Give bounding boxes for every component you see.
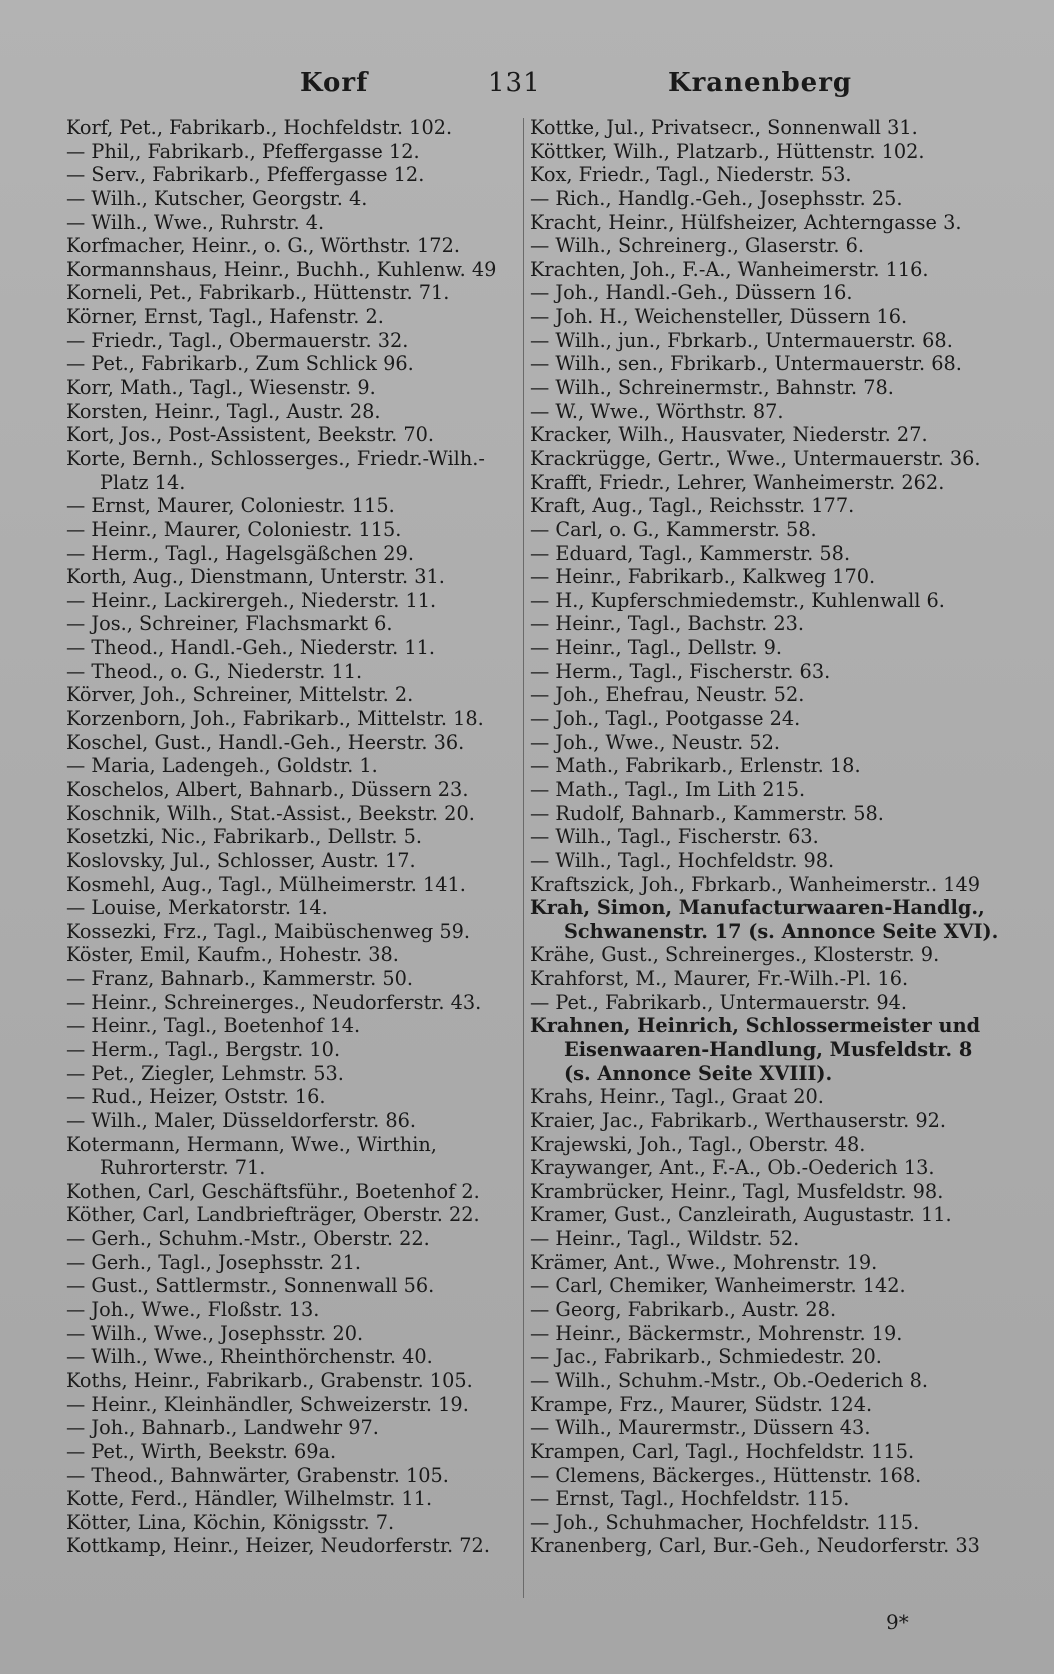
directory-entry: Koslovsky, Jul., Schlosser, Austr. 17.	[66, 848, 416, 872]
directory-entry: Krackrügge, Gertr., Wwe., Untermauerstr. 36.	[530, 446, 981, 470]
directory-entry: — Wilh., Kutscher, Georgstr. 4.	[66, 186, 368, 210]
directory-entry: Korr, Math., Tagl., Wiesenstr. 9.	[66, 376, 376, 400]
directory-entry: — Phil,, Fabrikarb., Pfeffergasse 12.	[66, 139, 420, 163]
directory-entry: Schwanenstr. 17 (s. Annonce Seite XVI).	[564, 919, 998, 943]
directory-entry: — Rudolf, Bahnarb., Kammerstr. 58.	[530, 801, 884, 825]
directory-entry: Korsten, Heinr., Tagl., Austr. 28.	[66, 399, 381, 423]
directory-entry: Kotte, Ferd., Händler, Wilhelmstr. 11.	[66, 1487, 433, 1511]
directory-entry: Kotermann, Hermann, Wwe., Wirthin,	[66, 1132, 437, 1156]
directory-entry: Krämer, Ant., Wwe., Mohrenstr. 19.	[530, 1250, 878, 1274]
directory-entry: Kraywanger, Ant., F.-A., Ob.-Oederich 13.	[530, 1156, 935, 1180]
directory-entry: Kramer, Gust., Canzleirath, Augustastr. 11.	[530, 1203, 952, 1227]
directory-entry: — Ernst, Tagl., Hochfeldstr. 115.	[530, 1487, 850, 1511]
directory-entry: — Serv., Fabrikarb., Pfeffergasse 12.	[66, 163, 425, 187]
directory-entry: — Heinr., Tagl., Bachstr. 23.	[530, 612, 805, 636]
directory-entry: Kosetzki, Nic., Fabrikarb., Dellstr. 5.	[66, 825, 423, 849]
directory-entry: — Maria, Ladengeh., Goldstr. 1.	[66, 754, 378, 778]
directory-entry: Körver, Joh., Schreiner, Mittelstr. 2.	[66, 683, 414, 707]
directory-entry: — Franz, Bahnarb., Kammerstr. 50.	[66, 967, 414, 991]
directory-entry: — Wilh., Maler, Düsseldorferstr. 86.	[66, 1108, 417, 1132]
directory-entry: Kranenberg, Carl, Bur.-Geh., Neudorferstr. 33	[530, 1534, 980, 1558]
directory-entry: Krambrücker, Heinr., Tagl, Musfeldstr. 98.	[530, 1179, 944, 1203]
directory-entry: — Heinr., Maurer, Coloniestr. 115.	[66, 517, 402, 541]
directory-entry: Eisenwaaren-Handlung, Musfeldstr. 8	[564, 1037, 973, 1061]
directory-entry: Kort, Jos., Post-Assistent, Beekstr. 70.	[66, 423, 434, 447]
directory-entry: Krahforst, M., Maurer, Fr.-Wilh.-Pl. 16.	[530, 967, 909, 991]
left-column	[66, 116, 534, 1558]
directory-entry: Köster, Emil, Kaufm., Hohestr. 38.	[66, 943, 399, 967]
directory-entry: — Heinr., Fabrikarb., Kalkweg 170.	[530, 565, 876, 589]
directory-entry: — Heinr., Tagl., Dellstr. 9.	[530, 636, 783, 660]
directory-entry: — Gerh., Tagl., Josephsstr. 21.	[66, 1250, 361, 1274]
directory-entry: — Gerh., Schuhm.-Mstr., Oberstr. 22.	[66, 1227, 430, 1251]
directory-entry: — Wilh., jun., Fbrkarb., Untermauerstr. 68.	[530, 328, 953, 352]
directory-entry: — Wilh., Tagl., Fischerstr. 63.	[530, 825, 819, 849]
directory-entry: — Wilh., sen., Fbrikarb., Untermauerstr. 68.	[530, 352, 962, 376]
directory-entry: — Carl, o. G., Kammerstr. 58.	[530, 517, 817, 541]
directory-entry: Kormannshaus, Heinr., Buchh., Kuhlenw. 49	[66, 257, 497, 281]
directory-entry: Körner, Ernst, Tagl., Hafenstr. 2.	[66, 305, 384, 329]
directory-entry: — Pet., Fabrikarb., Untermauerstr. 94.	[530, 990, 908, 1014]
directory-entry: Krafft, Friedr., Lehrer, Wanheimerstr. 262.	[530, 470, 945, 494]
directory-entry: — Heinr., Tagl., Wildstr. 52.	[530, 1227, 800, 1251]
directory-entry: Kraier, Jac., Fabrikarb., Werthauserstr. 92.	[530, 1108, 947, 1132]
directory-entry: — Joh., Wwe., Neustr. 52.	[530, 730, 781, 754]
directory-entry: Kottkamp, Heinr., Heizer, Neudorferstr. 72.	[66, 1534, 490, 1558]
directory-entry: Kraftszick, Joh., Fbrkarb., Wanheimerstr.. 149	[530, 872, 981, 896]
directory-entry: — Wilh., Schreinermstr., Bahnstr. 78.	[530, 376, 894, 400]
directory-entry: — Pet., Fabrikarb., Zum Schlick 96.	[66, 352, 414, 376]
directory-entry: Platz 14.	[100, 470, 186, 494]
directory-entry: — Joh. H., Weichensteller, Düssern 16.	[530, 305, 908, 329]
directory-entry: — Herm., Tagl., Bergstr. 10.	[66, 1037, 341, 1061]
directory-entry: — Herm., Tagl., Fischerstr. 63.	[530, 659, 831, 683]
directory-entry: — Heinr., Schreinerges., Neudorferstr. 43.	[66, 990, 482, 1014]
directory-entry: — Wilh., Tagl., Hochfeldstr. 98.	[530, 848, 835, 872]
directory-entry: Kosmehl, Aug., Tagl., Mülheimerstr. 141.	[66, 872, 466, 896]
directory-entry: — Heinr., Tagl., Boetenhof 14.	[66, 1014, 361, 1038]
directory-entry: Korzenborn, Joh., Fabrikarb., Mittelstr. 18.	[66, 707, 484, 731]
directory-entry: — Joh., Handl.-Geh., Düssern 16.	[530, 281, 853, 305]
directory-entry: Krampe, Frz., Maurer, Südstr. 124.	[530, 1392, 873, 1416]
directory-entry: — Georg, Fabrikarb., Austr. 28.	[530, 1298, 837, 1322]
directory-entry: Kothen, Carl, Geschäftsführ., Boetenhof 2.	[66, 1179, 480, 1203]
directory-entry: Köther, Carl, Landbriefträger, Oberstr. 22.	[66, 1203, 480, 1227]
directory-entry: — Louise, Merkatorstr. 14.	[66, 896, 328, 920]
directory-entry: — Wilh., Wwe., Josephsstr. 20.	[66, 1321, 364, 1345]
directory-entry: Koschel, Gust., Handl.-Geh., Heerstr. 36.	[66, 730, 465, 754]
directory-entry: — Pet., Ziegler, Lehmstr. 53.	[66, 1061, 344, 1085]
directory-entry: — Clemens, Bäckerges., Hüttenstr. 168.	[530, 1463, 922, 1487]
directory-entry: Kracker, Wilh., Hausvater, Niederstr. 27.	[530, 423, 928, 447]
directory-entry: — Jac., Fabrikarb., Schmiedestr. 20.	[530, 1345, 882, 1369]
directory-entry: — Math., Tagl., Im Lith 215.	[530, 777, 806, 801]
directory-entry: Krähe, Gust., Schreinerges., Klosterstr. 9.	[530, 943, 940, 967]
directory-entry: Korte, Bernh., Schlosserges., Friedr.-Wilh.-	[66, 446, 485, 470]
directory-entry: — Heinr., Lackirergeh., Niederstr. 11.	[66, 588, 437, 612]
right-column	[530, 116, 998, 1558]
page-header	[0, 60, 1054, 110]
directory-entry: — Heinr., Kleinhändler, Schweizerstr. 19.	[66, 1392, 469, 1416]
directory-entry: Krampen, Carl, Tagl., Hochfeldstr. 115.	[530, 1439, 915, 1463]
directory-entry: — Joh., Wwe., Floßstr. 13.	[66, 1298, 320, 1322]
directory-entry: — Theod., o. G., Niederstr. 11.	[66, 659, 363, 683]
directory-entry: — Wilh., Schreinerg., Glaserstr. 6.	[530, 234, 865, 258]
directory-entry: Kox, Friedr., Tagl., Niederstr. 53.	[530, 163, 852, 187]
directory-entry: Kottke, Jul., Privatsecr., Sonnenwall 31.	[530, 116, 918, 139]
directory-entry: — Wilh., Wwe., Ruhrstr. 4.	[66, 210, 325, 234]
directory-entry: Krah, Simon, Manufacturwaaren-Handlg.,	[530, 896, 985, 920]
directory-entry: Koschnik, Wilh., Stat.-Assist., Beekstr. 20.	[66, 801, 475, 825]
directory-entry: Koths, Heinr., Fabrikarb., Grabenstr. 105.	[66, 1368, 473, 1392]
directory-entry: — H., Kupferschmiedemstr., Kuhlenwall 6.	[530, 588, 945, 612]
directory-entry: — Theod., Bahnwärter, Grabenstr. 105.	[66, 1463, 449, 1487]
directory-entry: — Theod., Handl.-Geh., Niederstr. 11.	[66, 636, 436, 660]
directory-entry: Kossezki, Frz., Tagl., Maibüschenweg 59.	[66, 919, 471, 943]
page-number: 131	[488, 68, 541, 98]
directory-entry: — Joh., Ehefrau, Neustr. 52.	[530, 683, 805, 707]
signature-mark: 9*	[886, 1610, 909, 1634]
header-right-keyword: Kranenberg	[668, 68, 853, 98]
directory-entry: — Carl, Chemiker, Wanheimerstr. 142.	[530, 1274, 906, 1298]
directory-entry: Korneli, Pet., Fabrikarb., Hüttenstr. 71.	[66, 281, 450, 305]
directory-entry: Krahnen, Heinrich, Schlossermeister und	[530, 1014, 981, 1038]
directory-entry: — Pet., Wirth, Beekstr. 69a.	[66, 1439, 337, 1463]
directory-entry: Kracht, Heinr., Hülfsheizer, Achterngasse 3.	[530, 210, 962, 234]
directory-entry: — Wilh., Maurermstr., Düssern 43.	[530, 1416, 871, 1440]
directory-entry: (s. Annonce Seite XVIII).	[564, 1061, 833, 1085]
directory-entry: Koschelos, Albert, Bahnarb., Düssern 23.	[66, 777, 469, 801]
directory-entry: — Friedr., Tagl., Obermauerstr. 32.	[66, 328, 409, 352]
directory-entry: Kötter, Lina, Köchin, Königsstr. 7.	[66, 1510, 395, 1534]
directory-entry: — W., Wwe., Wörthstr. 87.	[530, 399, 784, 423]
directory-entry: — Heinr., Bäckermstr., Mohrenstr. 19.	[530, 1321, 903, 1345]
header-left-keyword: Korf	[300, 68, 369, 98]
directory-entry: — Joh., Tagl., Pootgasse 24.	[530, 707, 801, 731]
directory-entry: — Gust., Sattlermstr., Sonnenwall 56.	[66, 1274, 435, 1298]
directory-entry: Kraft, Aug., Tagl., Reichsstr. 177.	[530, 494, 855, 518]
directory-entry: — Herm., Tagl., Hagelsgäßchen 29.	[66, 541, 414, 565]
directory-entry: Köttker, Wilh., Platzarb., Hüttenstr. 102.	[530, 139, 925, 163]
directory-entry: — Jos., Schreiner, Flachsmarkt 6.	[66, 612, 393, 636]
directory-entry: Krachten, Joh., F.-A., Wanheimerstr. 116.	[530, 257, 929, 281]
directory-entry: — Math., Fabrikarb., Erlenstr. 18.	[530, 754, 861, 778]
directory-entry: — Ernst, Maurer, Coloniestr. 115.	[66, 494, 395, 518]
directory-entry: Korfmacher, Heinr., o. G., Wörthstr. 172.	[66, 234, 460, 258]
directory-entry: — Rud., Heizer, Oststr. 16.	[66, 1085, 326, 1109]
directory-entry: — Wilh., Wwe., Rheinthörchenstr. 40.	[66, 1345, 433, 1369]
directory-entry: — Rich., Handlg.-Geh., Josephsstr. 25.	[530, 186, 903, 210]
directory-entry: Korf, Pet., Fabrikarb., Hochfeldstr. 102.	[66, 116, 453, 139]
directory-entry: — Joh., Bahnarb., Landwehr 97.	[66, 1416, 379, 1440]
directory-entry: Krajewski, Joh., Tagl., Oberstr. 48.	[530, 1132, 866, 1156]
directory-entry: — Joh., Schuhmacher, Hochfeldstr. 115.	[530, 1510, 920, 1534]
directory-entry: — Wilh., Schuhm.-Mstr., Ob.-Oederich 8.	[530, 1368, 928, 1392]
directory-entry: — Eduard, Tagl., Kammerstr. 58.	[530, 541, 851, 565]
directory-entry: Ruhrorterstr. 71.	[100, 1156, 266, 1180]
directory-entry: Krahs, Heinr., Tagl., Graat 20.	[530, 1085, 824, 1109]
directory-entry: Korth, Aug., Dienstmann, Unterstr. 31.	[66, 565, 445, 589]
